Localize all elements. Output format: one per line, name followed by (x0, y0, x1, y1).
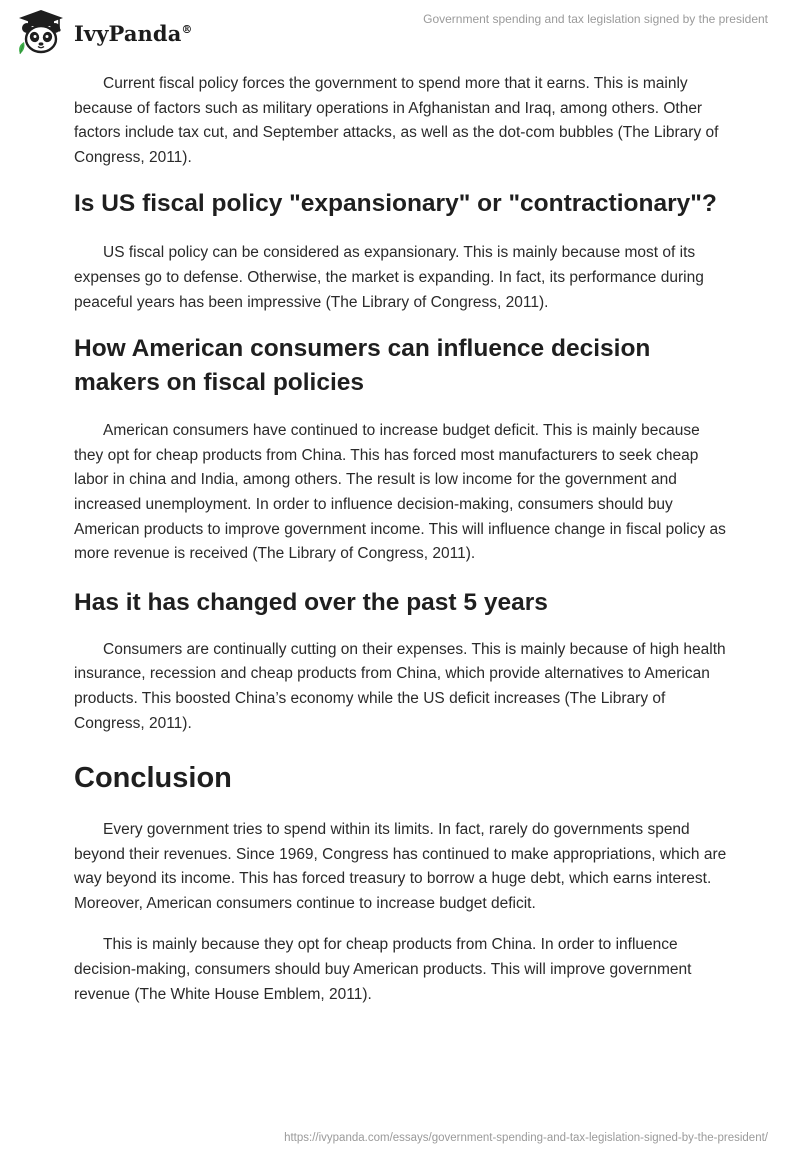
document-title: Government spending and tax legislation signed by the president (423, 12, 768, 26)
intro-paragraph: Current fiscal policy forces the government to spend more that it earns. This is mainly because of factors such as military operations in Afghanistan and Iraq, among others. Other factors include tax cut, and September attacks, as well as the dot-com bubbles (The Library of Congress, 2011). (74, 75, 719, 166)
conclusion-paragraph: This is mainly because they opt for cheap products from China. In order to influence decision-making, consumers should buy American products. This will improve government revenue (The White House Emblem, 2011). (74, 936, 692, 1003)
section-heading-five-year-change: Has it has changed over the past 5 years (74, 588, 548, 616)
section-heading-consumer-influence: How American consumers can influence decision makers on fiscal policies (74, 335, 651, 397)
panda-graduate-icon (14, 8, 68, 56)
brand-name: IvyPanda® (74, 20, 193, 46)
conclusion-heading: Conclusion (74, 762, 232, 795)
page-header (0, 0, 800, 64)
section-paragraph: US fiscal policy can be considered as expansionary. This is mainly because most of its expenses go to defense. Otherwise, the market is expanding. In fact, its performance during peaceful years has been impressive (The Library of Congress, 2011). (74, 244, 704, 311)
conclusion-paragraph: Every government tries to spend within its limits. In fact, rarely do governments spend beyond their revenues. Since 1969, Congress has continued to make appropriations, which are way beyond its income. This has forced treasury to borrow a huge debt, which earns interest. Moreover, American consumers continue to increase budget deficit. (74, 821, 727, 912)
section-paragraph: American consumers have continued to increase budget deficit. This is mainly because they opt for cheap products from China. This has forced most manufacturers to seek cheap labor in china and India, among others. The result is low income for the government and increased unemployment. In order to influence decision-making, consumers should buy American products to improve government income. This will influence change in fiscal policy as more revenue is received (The Library of Congress, 2011). (74, 422, 726, 563)
ivypanda-logo[interactable] (14, 8, 193, 56)
essay-content (74, 72, 729, 1007)
source-url[interactable]: https://ivypanda.com/essays/government-spending-and-tax-legislation-signed-by-the-president/ (284, 1132, 768, 1144)
section-paragraph: Consumers are continually cutting on their expenses. This is mainly because of high health insurance, recession and cheap products from China, which provide alternatives to American products. This boosted China’s economy while the US deficit increases (The Library of Congress, 2011). (74, 640, 726, 732)
section-heading-fiscal-policy-type: Is US fiscal policy "expansionary" or "contractionary"? (74, 190, 717, 218)
